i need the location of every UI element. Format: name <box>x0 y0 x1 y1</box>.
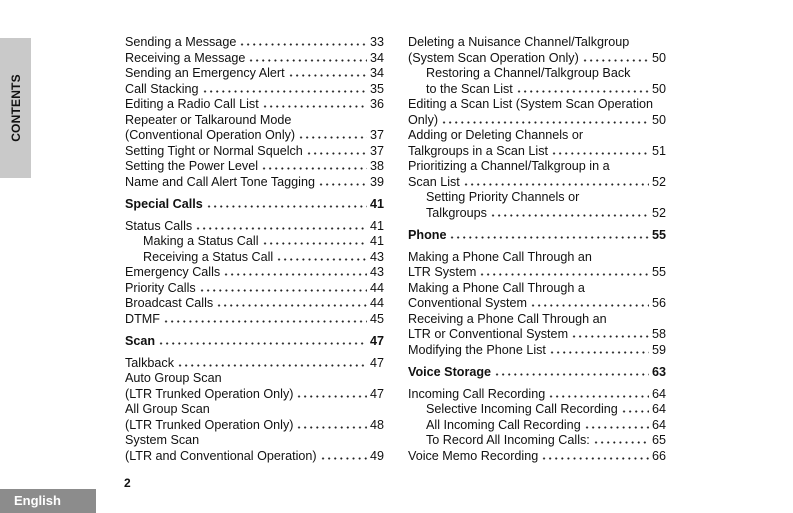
contents-side-tab <box>0 38 31 178</box>
toc-page-number: 50 <box>651 112 666 127</box>
toc-entry-line <box>408 433 666 449</box>
language-tab <box>0 489 96 513</box>
dot-leader <box>479 266 649 276</box>
dot-leader <box>621 403 649 413</box>
toc-page-number: 34 <box>369 66 384 80</box>
toc-entry-title: (LTR Trunked Operation Only) <box>125 386 294 401</box>
toc-entry[interactable] <box>408 387 666 403</box>
toc-entry[interactable] <box>125 234 384 250</box>
toc-entry-line <box>408 281 666 297</box>
toc-entry[interactable] <box>125 250 384 266</box>
toc-entry-title: Conventional System <box>408 296 528 310</box>
dot-leader <box>261 160 367 170</box>
toc-entry-line <box>408 113 666 129</box>
toc-entry-line <box>408 66 666 82</box>
toc-page-number: 47 <box>369 333 384 348</box>
dot-leader <box>248 52 367 62</box>
toc-entry[interactable] <box>125 35 384 51</box>
toc-entry-title: All Group Scan <box>125 402 210 416</box>
toc-page-number: 43 <box>369 249 384 264</box>
toc-entry-title: Name and Call Alert Tone Tagging <box>125 174 315 189</box>
toc-entry-title: System Scan <box>125 433 200 447</box>
toc-entry-title: Editing a Radio Call List <box>125 97 259 111</box>
toc-entry[interactable] <box>125 281 384 297</box>
toc-entry[interactable] <box>125 175 384 191</box>
toc-page-number: 48 <box>369 417 384 432</box>
toc-entry[interactable] <box>408 190 666 221</box>
toc-entry[interactable] <box>125 159 384 175</box>
dot-leader <box>541 450 649 460</box>
toc-entry-title: Priority Calls <box>125 280 196 295</box>
toc-entry[interactable] <box>408 97 666 128</box>
toc-entry-title: Receiving a Status Call <box>143 249 274 264</box>
toc-entry-line <box>125 128 384 144</box>
toc-entry-line <box>125 312 384 328</box>
toc-entry-line <box>125 113 384 129</box>
toc-entry-title: Incoming Call Recording <box>408 386 546 401</box>
toc-page-number: 38 <box>369 159 384 173</box>
toc-page-number: 34 <box>369 50 384 65</box>
toc-entry-line <box>408 144 666 160</box>
toc-entry[interactable] <box>125 97 384 113</box>
toc-entry-line <box>125 371 384 387</box>
toc-entry[interactable] <box>125 82 384 98</box>
toc-page-number: 47 <box>369 355 384 370</box>
toc-entry-line <box>408 312 666 328</box>
toc-entry-line <box>125 356 384 372</box>
dot-leader <box>298 129 367 139</box>
toc-entry[interactable] <box>125 296 384 312</box>
toc-entry-line <box>125 418 384 434</box>
toc-entry-title: Voice Storage <box>408 364 492 379</box>
toc-entry[interactable] <box>408 159 666 190</box>
dot-leader <box>177 357 367 367</box>
toc-section-heading[interactable] <box>408 228 666 244</box>
page-number: 2 <box>124 476 131 490</box>
toc-entry-title: Sending an Emergency Alert <box>125 66 285 80</box>
toc-entry-line <box>408 387 666 403</box>
toc-page-number: 50 <box>651 50 666 65</box>
toc-entry-line <box>125 433 384 449</box>
toc-entry-line <box>125 334 384 350</box>
toc-entry-line <box>408 402 666 418</box>
toc-entry[interactable] <box>125 219 384 235</box>
dot-leader <box>530 297 649 307</box>
toc-entry[interactable] <box>408 281 666 312</box>
toc-entry-title: Prioritizing a Channel/Talkgroup in a <box>408 159 610 173</box>
toc-entry-title: LTR or Conventional System <box>408 327 569 341</box>
dot-leader <box>571 328 649 338</box>
toc-entry-line <box>408 265 666 281</box>
toc-page-number: 44 <box>369 280 384 295</box>
dot-leader <box>548 388 649 398</box>
toc-entry-line <box>125 82 384 98</box>
toc-entry-title: Only) <box>408 112 439 127</box>
toc-entry-title: Phone <box>408 227 447 242</box>
toc-page-number: 41 <box>369 234 384 248</box>
toc-page-number: 45 <box>369 311 384 326</box>
toc-entry-line <box>125 97 384 113</box>
toc-page-number: 64 <box>651 386 666 401</box>
toc-entry-title: Restoring a Channel/Talkgroup Back <box>426 66 631 80</box>
toc-entry-line <box>125 234 384 250</box>
toc-entry-title: Talkgroups in a Scan List <box>408 143 549 158</box>
toc-page-number: 37 <box>369 128 384 142</box>
toc-entry-title: Deleting a Nuisance Channel/Talkgroup <box>408 35 630 49</box>
dot-leader <box>449 229 649 239</box>
toc-entry-title: Receiving a Phone Call Through an <box>408 311 607 326</box>
toc-entry-line <box>408 327 666 343</box>
dot-leader <box>223 266 367 276</box>
toc-page-number: 36 <box>369 97 384 111</box>
dot-leader <box>318 176 367 186</box>
toc-entry-line <box>408 159 666 175</box>
toc-entry-line <box>408 296 666 312</box>
toc-entry-line <box>125 66 384 82</box>
dot-leader <box>551 145 649 155</box>
toc-entry-line <box>125 449 384 465</box>
toc-entry-line <box>125 35 384 51</box>
dot-leader <box>158 335 367 345</box>
toc-page-number: 55 <box>651 265 666 279</box>
toc-entry-title: Selective Incoming Call Recording <box>426 402 618 416</box>
toc-entry-title: Voice Memo Recording <box>408 448 539 463</box>
toc-entry-title: (LTR and Conventional Operation) <box>125 448 317 463</box>
toc-page-number: 65 <box>651 433 666 447</box>
toc-entry[interactable] <box>125 144 384 160</box>
toc-entry-line <box>125 296 384 312</box>
toc-page-number: 33 <box>369 35 384 49</box>
toc-page-number: 63 <box>651 364 666 379</box>
toc-entry-line <box>408 250 666 266</box>
toc-entry-line <box>125 250 384 266</box>
toc-page-number: 52 <box>651 174 666 189</box>
toc-page-number: 64 <box>651 417 666 432</box>
toc-column-right <box>408 35 666 464</box>
toc-entry-line <box>408 343 666 359</box>
toc-entry-line <box>408 128 666 144</box>
toc-entry-title: Emergency Calls <box>125 265 221 279</box>
dot-leader <box>202 83 367 93</box>
toc-page-number: 58 <box>651 327 666 341</box>
toc-entry-line <box>125 144 384 160</box>
dot-leader <box>582 52 649 62</box>
toc-page-number: 41 <box>369 218 384 233</box>
toc-section-heading[interactable] <box>125 197 384 213</box>
toc-page-number: 64 <box>651 402 666 416</box>
side-tab-label: CONTENTS <box>8 74 23 142</box>
toc-entry-title: Adding or Deleting Channels or <box>408 128 584 142</box>
toc-entry-line <box>125 197 384 213</box>
toc-entry-title: Making a Status Call <box>143 234 259 248</box>
toc-page-number: 52 <box>651 205 666 220</box>
dot-leader <box>494 366 649 376</box>
toc-entry-title: Status Calls <box>125 218 193 233</box>
dot-leader <box>262 98 367 108</box>
toc-entry-line <box>408 97 666 113</box>
toc-page-number: 43 <box>369 265 384 279</box>
toc-entry[interactable] <box>125 312 384 328</box>
toc-entry-title: Talkgroups <box>426 205 487 220</box>
toc-page-number: 37 <box>369 143 384 158</box>
toc-entry-title: To Record All Incoming Calls: <box>426 433 590 447</box>
toc-entry-title: (Conventional Operation Only) <box>125 128 296 142</box>
dot-leader <box>262 235 367 245</box>
toc-entry-title: Setting Priority Channels or <box>426 190 580 204</box>
dot-leader <box>441 114 649 124</box>
toc-entry[interactable] <box>408 250 666 281</box>
toc-entry-title: Special Calls <box>125 196 203 211</box>
toc-entry-line <box>408 206 666 222</box>
toc-page-number: 41 <box>369 196 384 211</box>
toc-entry-title: All Incoming Call Recording <box>426 417 581 432</box>
toc-entry-title: Scan List <box>408 174 460 189</box>
toc-entry-line <box>408 418 666 434</box>
toc-entry-line <box>125 219 384 235</box>
toc-entry-title: DTMF <box>125 311 160 326</box>
toc-entry-line <box>125 402 384 418</box>
dot-leader <box>216 297 367 307</box>
toc-entry[interactable] <box>408 128 666 159</box>
dot-leader <box>163 313 367 323</box>
toc-entry-title: Auto Group Scan <box>125 371 222 385</box>
dot-leader <box>463 176 649 186</box>
dot-leader <box>320 450 367 460</box>
dot-leader <box>584 419 649 429</box>
toc-entry-line <box>408 365 666 381</box>
toc-entry[interactable] <box>408 402 666 418</box>
toc-entry-line <box>125 281 384 297</box>
toc-entry-line <box>408 449 666 465</box>
toc-entry-title: (LTR Trunked Operation Only) <box>125 417 294 432</box>
toc-entry-line <box>408 51 666 67</box>
dot-leader <box>593 434 649 444</box>
dot-leader <box>296 388 367 398</box>
dot-leader <box>276 251 367 261</box>
toc-entry-line <box>408 175 666 191</box>
toc-entry-title: Modifying the Phone List <box>408 342 546 357</box>
toc-entry-title: to the Scan List <box>426 81 513 96</box>
toc-entry-title: Talkback <box>125 355 174 370</box>
toc-column-left <box>125 35 384 464</box>
dot-leader <box>195 220 367 230</box>
toc-page-number: 56 <box>651 296 666 310</box>
toc-entry-title: Repeater or Talkaround Mode <box>125 112 292 127</box>
toc-entry-title: (System Scan Operation Only) <box>408 50 579 65</box>
toc-page-number: 47 <box>369 386 384 401</box>
toc-section-heading[interactable] <box>125 334 384 350</box>
toc-entry[interactable] <box>408 66 666 97</box>
toc-entry[interactable] <box>125 356 384 372</box>
toc-entry-title: Editing a Scan List (System Scan Operation <box>408 97 654 111</box>
toc-page-number: 49 <box>369 448 384 463</box>
dot-leader <box>490 207 649 217</box>
toc-page-number: 50 <box>651 81 666 96</box>
toc-entry[interactable] <box>408 449 666 465</box>
toc-entry-title: Receiving a Message <box>125 50 246 65</box>
toc-entry-title: LTR System <box>408 265 477 279</box>
toc-entry-line <box>125 175 384 191</box>
toc-entry-title: Sending a Message <box>125 35 237 49</box>
toc-page-number: 39 <box>369 174 384 189</box>
toc-section-heading[interactable] <box>408 365 666 381</box>
toc-entry[interactable] <box>125 371 384 402</box>
toc-page-number: 55 <box>651 227 666 242</box>
toc-entry-title: Broadcast Calls <box>125 296 214 310</box>
toc-entry-line <box>408 190 666 206</box>
toc-entry[interactable] <box>408 343 666 359</box>
toc-entry[interactable] <box>408 418 666 434</box>
dot-leader <box>549 344 649 354</box>
toc-entry-line <box>125 265 384 281</box>
toc-entry[interactable] <box>125 51 384 67</box>
toc-entry-title: Making a Phone Call Through an <box>408 249 592 264</box>
language-tab-label: English <box>14 493 61 508</box>
toc-entry-line <box>125 51 384 67</box>
toc-page-number: 35 <box>369 81 384 96</box>
toc-entry[interactable] <box>408 433 666 449</box>
toc-entry-line <box>408 35 666 51</box>
toc-entry-title: Setting the Power Level <box>125 159 259 173</box>
dot-leader <box>206 198 367 208</box>
toc-entry-title: Scan <box>125 333 156 348</box>
dot-leader <box>306 145 367 155</box>
dot-leader <box>288 67 367 77</box>
toc-entry-line <box>125 387 384 403</box>
toc-page-number: 59 <box>651 342 666 357</box>
dot-leader <box>296 419 367 429</box>
toc-entry[interactable] <box>408 35 666 66</box>
toc-entry-line <box>125 159 384 175</box>
toc-entry[interactable] <box>408 312 666 343</box>
toc-page-number: 51 <box>651 143 666 158</box>
toc-entry[interactable] <box>125 433 384 464</box>
toc-page-number: 66 <box>651 448 666 463</box>
toc-entry-line <box>408 82 666 98</box>
toc-entry[interactable] <box>125 265 384 281</box>
dot-leader <box>199 282 367 292</box>
toc-entry[interactable] <box>125 402 384 433</box>
toc-entry-title: Making a Phone Call Through a <box>408 280 585 295</box>
dot-leader <box>239 36 367 46</box>
dot-leader <box>516 83 649 93</box>
toc-entry-line <box>408 228 666 244</box>
toc-entry[interactable] <box>125 113 384 144</box>
toc-entry[interactable] <box>125 66 384 82</box>
toc-page-number: 44 <box>369 296 384 310</box>
toc-entry-title: Setting Tight or Normal Squelch <box>125 143 303 158</box>
toc-entry-title: Call Stacking <box>125 81 199 96</box>
